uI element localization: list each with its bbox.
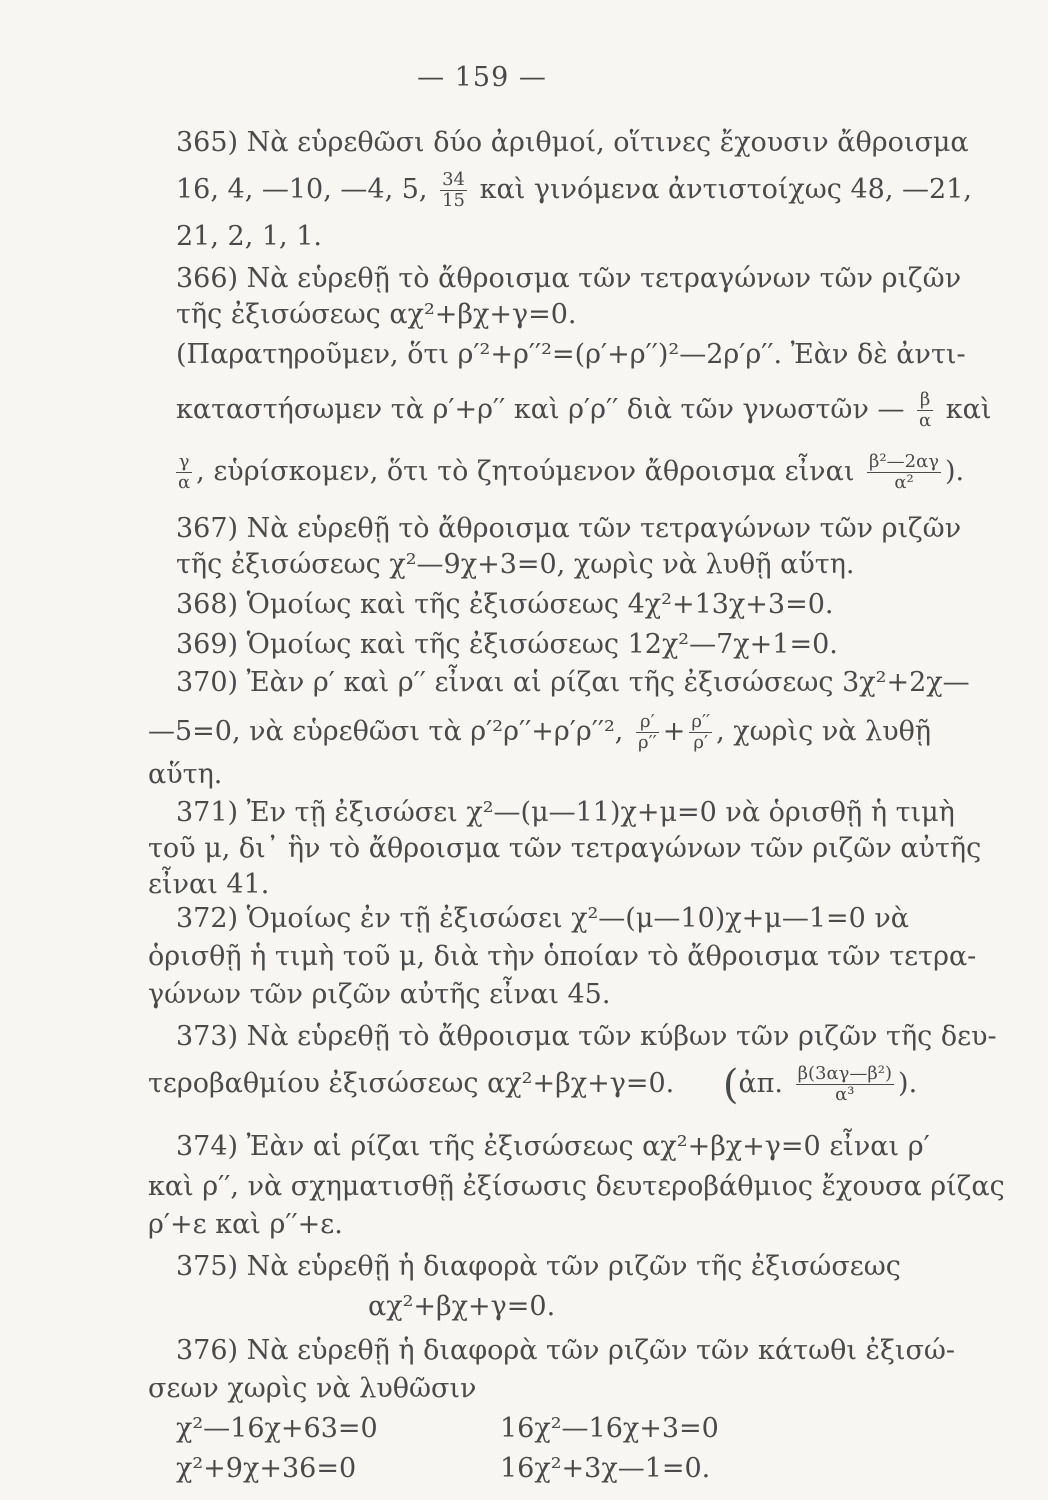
- fraction-denominator: α²: [894, 472, 914, 493]
- exercise-370-expressions: —5=0, νὰ εὑρεθῶσι τὰ ρ′²ρ′′+ρ′ρ′′²,: [148, 716, 624, 747]
- exercise-366-substitution: καταστήσωμεν τὰ ρ′+ρ′′ καὶ ρ′ρ′′ διὰ τῶν γνωστῶν —: [176, 394, 905, 425]
- fraction-sum-of-squares: [867, 452, 941, 493]
- fraction-denominator: α: [919, 410, 932, 431]
- fraction-rho1-rho2: [636, 712, 659, 753]
- exercise-373-line-1: 373) Νὰ εὑρεθῇ τὸ ἄθροισμα τῶν κύβων τῶν ριζῶν τῆς δευ-: [176, 1021, 997, 1052]
- exercise-366-result-text: , εὑρίσκομεν, ὅτι τὸ ζητούμενον ἄθροισμα εἶναι: [196, 456, 855, 487]
- exercise-371-line-2: τοῦ μ, δι᾽ ἣν τὸ ἄθροισμα τῶν τετραγώνων τῶν ριζῶν αὐτῆς: [148, 833, 982, 864]
- exercise-366-line-2: τῆς ἐξισώσεως αχ²+βχ+γ=0.: [176, 299, 577, 330]
- fraction-denominator: ρ′′: [637, 732, 657, 753]
- exercise-375-line-1: 375) Νὰ εὑρεθῇ ἡ διαφορὰ τῶν ριζῶν τῆς ἐξισώσεως: [176, 1251, 901, 1282]
- fraction-rho2-rho1: [689, 712, 712, 753]
- exercise-369: 369) Ὁμοίως καὶ τῆς ἐξισώσεως 12χ²—7χ+1=0.: [176, 629, 838, 660]
- fraction-sum-of-cubes: [796, 1064, 894, 1105]
- fraction-beta-alpha: [917, 390, 933, 431]
- fraction-numerator: ρ′′: [691, 711, 711, 732]
- exercise-365-products: καὶ γινόμενα ἀντιστοίχως 48, —21,: [479, 174, 972, 205]
- exercise-365-values: 16, 4, —10, —4, 5,: [176, 174, 428, 205]
- exercise-367-line-2: τῆς ἐξισώσεως χ²—9χ+3=0, χωρὶς νὰ λυθῇ αὕτη.: [176, 549, 855, 580]
- exercise-368: 368) Ὁμοίως καὶ τῆς ἐξισώσεως 4χ²+13χ+3=0.: [176, 589, 834, 620]
- exercise-370-condition: , χωρὶς νὰ λυθῇ: [716, 716, 932, 747]
- exercise-370-line-1: 370) Ἐὰν ρ′ καὶ ρ′′ εἶναι αἱ ρίζαι τῆς ἐξισώσεως 3χ²+2χ—: [176, 667, 970, 698]
- exercise-371-line-1: 371) Ἐν τῇ ἐξισώσει χ²—(μ—11)χ+μ=0 νὰ ὁρισθῇ ἡ τιμὴ: [176, 797, 955, 828]
- exercise-371-line-3: εἶναι 41.: [148, 869, 270, 900]
- fraction-denominator: α³: [835, 1084, 855, 1105]
- fraction-numerator: β(3αγ—β²): [797, 1063, 893, 1084]
- equation-1: χ²—16χ+63=0: [176, 1413, 378, 1444]
- exercise-370-line-2: [148, 711, 932, 753]
- exercise-374-line-1: 374) Ἐὰν αἱ ρίζαι τῆς ἐξισώσεως αχ²+βχ+γ=0 εἶναι ρ′: [176, 1131, 930, 1162]
- fraction-denominator: ρ′: [693, 732, 709, 753]
- exercise-365-line-3: 21, 2, 1, 1.: [176, 221, 322, 252]
- fraction-34-15: [440, 170, 467, 211]
- plus-sign: +: [662, 716, 686, 747]
- exercise-372-line-2: ὁρισθῇ ἡ τιμὴ τοῦ μ, διὰ τὴν ὁποίαν τὸ ἄθροισμα τῶν τετρα-: [148, 941, 977, 972]
- equation-3: χ²+9χ+36=0: [176, 1453, 357, 1484]
- exercise-365-line-2: [176, 169, 972, 211]
- equation-2: 16χ²—16χ+3=0: [500, 1413, 719, 1444]
- page-number: — 159 —: [417, 62, 547, 93]
- fraction-numerator: 34: [442, 169, 465, 190]
- exercise-375-line-2: αχ²+βχ+γ=0.: [368, 1291, 556, 1322]
- exercise-366-conjunction: καὶ: [945, 394, 992, 425]
- exercise-372-line-1: 372) Ὁμοίως ἐν τῇ ἐξισώσει χ²—(μ—10)χ+μ—1=0 νὰ: [176, 903, 910, 934]
- exercise-366-line-3: (Παρατηροῦμεν, ὅτι ρ′²+ρ′′²=(ρ′+ρ′′)²—2ρ′ρ′′. Ἐὰν δὲ ἀντι-: [176, 339, 966, 370]
- exercise-366-line-1: 366) Νὰ εὑρεθῇ τὸ ἄθροισμα τῶν τετραγώνων τῶν ριζῶν: [176, 263, 962, 294]
- fraction-gamma-alpha: [176, 452, 192, 493]
- exercise-370-line-3: αὕτη.: [148, 759, 223, 790]
- closing-paren: ).: [898, 1068, 918, 1099]
- equation-4: 16χ²+3χ—1=0.: [500, 1453, 711, 1484]
- exercise-374-line-3: ρ′+ε καὶ ρ′′+ε.: [148, 1209, 343, 1240]
- fraction-numerator: β²—2αγ: [869, 451, 940, 472]
- exercise-372-line-3: γώνων τῶν ριζῶν αὐτῆς εἶναι 45.: [148, 979, 611, 1010]
- fraction-numerator: γ: [176, 452, 192, 473]
- exercise-366-line-5: [176, 451, 965, 493]
- fraction-denominator: 15: [442, 190, 465, 211]
- exercise-366-line-4: [176, 389, 992, 431]
- exercise-365-line-1: 365) Νὰ εὑρεθῶσι δύο ἀριθμοί, οἵτινες ἔχουσιν ἄθροισμα: [176, 127, 969, 158]
- exercise-373-line-2: [148, 1061, 918, 1108]
- open-paren: (: [722, 1061, 739, 1108]
- exercise-376-line-1: 376) Νὰ εὑρεθῇ ἡ διαφορὰ τῶν ριζῶν τῶν κάτωθι ἐξισώ-: [176, 1335, 956, 1366]
- exercise-373-equation: τεροβαθμίου ἐξισώσεως αχ²+βχ+γ=0.: [148, 1068, 675, 1099]
- exercise-376-line-2: σεων χωρὶς νὰ λυθῶσιν: [148, 1373, 477, 1404]
- exercise-367-line-1: 367) Νὰ εὑρεθῇ τὸ ἄθροισμα τῶν τετραγώνων τῶν ριζῶν: [176, 513, 962, 544]
- fraction-numerator: β: [917, 390, 933, 411]
- fraction-numerator: ρ′: [636, 712, 659, 733]
- exercise-374-line-2: καὶ ρ′′, νὰ σχηματισθῇ ἐξίσωσις δευτεροβάθμιος ἔχουσα ρίζας: [148, 1171, 1005, 1202]
- fraction-denominator: α: [178, 472, 191, 493]
- answer-label: ἀπ.: [738, 1068, 783, 1099]
- closing-paren: ).: [945, 456, 965, 487]
